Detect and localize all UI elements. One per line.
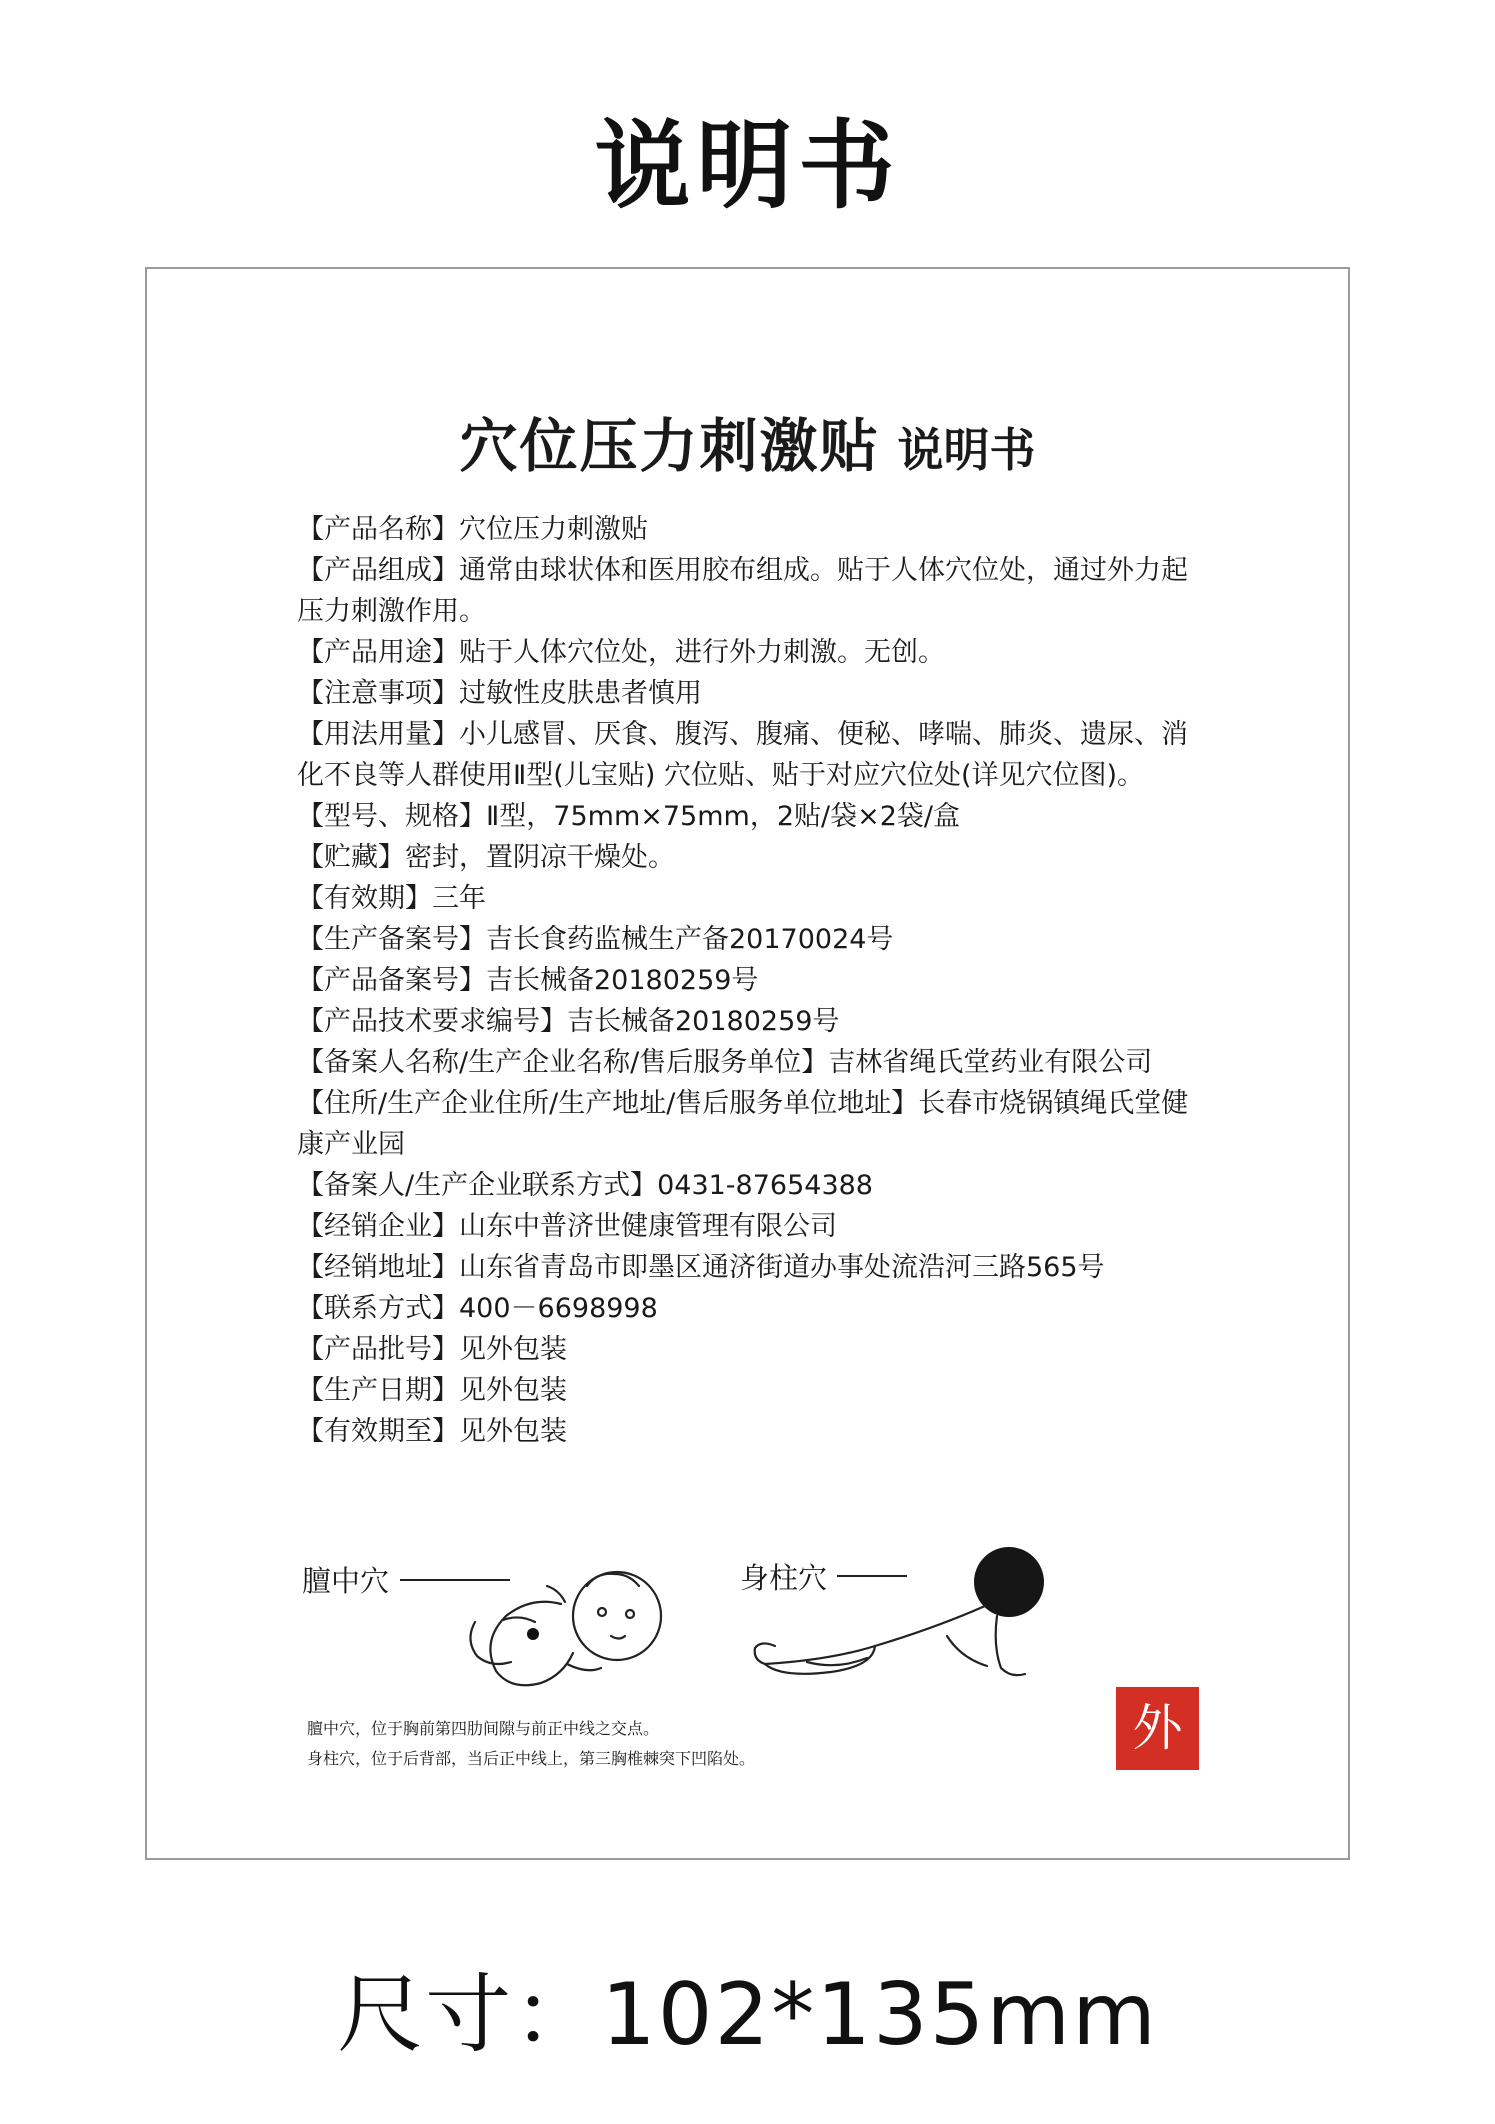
field-production-date: 【生产日期】见外包装 bbox=[297, 1375, 567, 1406]
field-distributor-address: 【经销地址】山东省青岛市即墨区通济街道办事处流浩河三路565号 bbox=[297, 1252, 1105, 1283]
field-product-record: 【产品备案号】吉长械备20180259号 bbox=[297, 965, 759, 996]
field-company: 【备案人名称/生产企业名称/售后服务单位】吉林省绳氏堂药业有限公司 bbox=[297, 1047, 1153, 1078]
field-list bbox=[297, 509, 1207, 1452]
size-caption: 尺寸：102*135mm bbox=[337, 1965, 1158, 2065]
heading-subtitle: 说明书 bbox=[897, 423, 1036, 477]
baby-back-illustration bbox=[747, 1544, 1067, 1694]
field-address: 【住所/生产企业住所/生产地址/售后服务单位地址】长春市烧锅镇绳氏堂健康产业园 bbox=[297, 1088, 1189, 1160]
external-use-badge: 外 bbox=[1116, 1687, 1199, 1770]
field-company-contact: 【备案人/生产企业联系方式】0431-87654388 bbox=[297, 1170, 873, 1201]
back-acupoint-label: 身柱穴 bbox=[740, 1561, 828, 1595]
note-back-acupoint: 身柱穴，位于后背部，当后正中线上，第三胸椎棘突下凹陷处。 bbox=[307, 1749, 756, 1768]
page-title: 说明书 bbox=[594, 110, 901, 222]
field-storage: 【贮藏】密封，置阴凉干燥处。 bbox=[297, 842, 675, 873]
field-usage: 【产品用途】贴于人体穴位处，进行外力刺激。无创。 bbox=[297, 637, 945, 668]
field-shelf-life: 【有效期】三年 bbox=[297, 883, 486, 914]
field-contact: 【联系方式】400－6698998 bbox=[297, 1293, 658, 1324]
field-dosage: 【用法用量】小儿感冒、厌食、腹泻、腹痛、便秘、哮喘、肺炎、遗尿、消化不良等人群使用Ⅱ型(儿宝贴) 穴位贴、贴于对应穴位处(详见穴位图)。 bbox=[297, 719, 1188, 791]
field-expiry-date: 【有效期至】见外包装 bbox=[297, 1416, 567, 1447]
baby-front-illustration bbox=[437, 1564, 687, 1689]
field-product-name: 【产品名称】穴位压力刺激贴 bbox=[297, 514, 648, 545]
field-batch-number: 【产品批号】见外包装 bbox=[297, 1334, 567, 1365]
instruction-sheet bbox=[145, 267, 1350, 1860]
field-composition: 【产品组成】通常由球状体和医用胶布组成。贴于人体穴位处，通过外力起压力刺激作用。 bbox=[297, 555, 1188, 627]
note-front-acupoint: 膻中穴，位于胸前第四肋间隙与前正中线之交点。 bbox=[307, 1719, 660, 1738]
field-distributor: 【经销企业】山东中普济世健康管理有限公司 bbox=[297, 1211, 837, 1242]
field-technical-requirement: 【产品技术要求编号】吉长械备20180259号 bbox=[297, 1006, 840, 1037]
acupoint-notes bbox=[307, 1714, 755, 1774]
document-heading bbox=[147, 399, 1348, 483]
front-acupoint-label: 膻中穴 bbox=[302, 1564, 390, 1598]
product-name-heading: 穴位压力刺激贴 bbox=[459, 412, 880, 480]
field-precautions: 【注意事项】过敏性皮肤患者慎用 bbox=[297, 678, 702, 709]
field-model-spec: 【型号、规格】Ⅱ型，75mm×75mm，2贴/袋×2袋/盒 bbox=[297, 801, 961, 832]
field-production-record: 【生产备案号】吉长食药监械生产备20170024号 bbox=[297, 924, 894, 955]
